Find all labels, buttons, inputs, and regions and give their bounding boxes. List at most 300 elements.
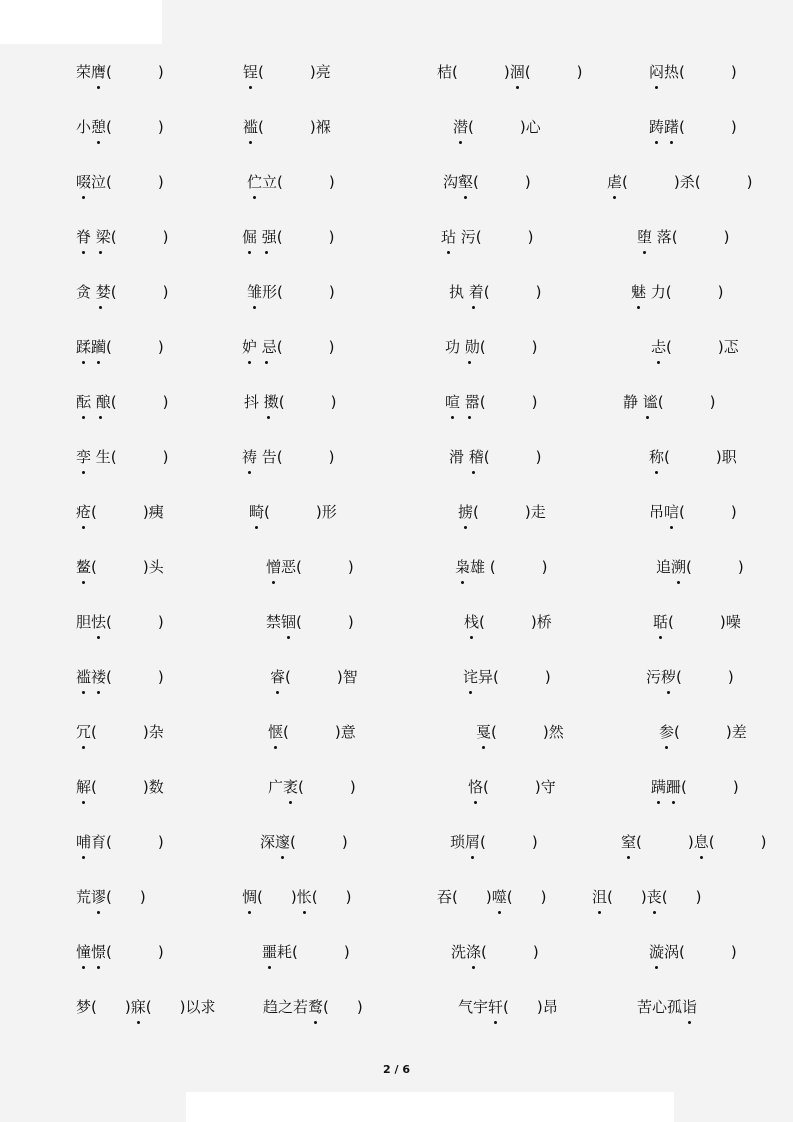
item-text: ) <box>347 613 354 631</box>
vocab-item <box>623 391 716 413</box>
vocab-item <box>649 941 737 963</box>
item-text: ( <box>106 943 112 961</box>
item-text: ( <box>686 558 692 576</box>
item-text: ) <box>527 228 534 246</box>
item-text: ( <box>311 888 318 906</box>
item-text: ( <box>276 228 283 246</box>
item-text: ( <box>110 448 117 466</box>
item-text: )然 <box>542 723 564 741</box>
item-text: ( <box>708 833 715 851</box>
dotted-character: 噩 <box>262 943 278 961</box>
item-text: ( <box>483 448 490 466</box>
item-text: ) <box>737 558 744 576</box>
dotted-character: 躏 <box>91 338 107 356</box>
item-text: ) <box>531 393 538 411</box>
item-text: ( <box>503 998 509 1016</box>
dotted-character: 涤 <box>466 943 482 961</box>
worksheet-row <box>0 391 793 421</box>
vocab-item <box>244 391 337 413</box>
item-text: 执 <box>449 283 465 301</box>
vocab-item <box>242 336 335 358</box>
dotted-character: 沮 <box>592 888 608 906</box>
item-text: 趋之若 <box>263 998 309 1016</box>
dotted-character: 酿 <box>91 393 111 411</box>
item-text: ( <box>106 668 112 686</box>
item-text: 广 <box>268 778 284 796</box>
dotted-character: 脊 <box>76 228 92 246</box>
item-text: ) <box>746 173 753 191</box>
dotted-character: 噬 <box>491 888 507 906</box>
dotted-character: 畸 <box>249 503 265 521</box>
dotted-character: 妒 <box>242 338 258 356</box>
dotted-character: 膺 <box>91 63 107 81</box>
item-text: ) <box>162 393 169 411</box>
vocab-item <box>76 666 164 688</box>
item-text: ( <box>296 558 302 576</box>
item-text: 污 <box>456 228 476 246</box>
dotted-character: 踌 <box>649 118 665 136</box>
dotted-character: 称 <box>649 448 665 466</box>
item-text: ) <box>349 778 356 796</box>
vocab-item <box>649 501 737 523</box>
item-text: ( <box>106 613 112 631</box>
item-text: ( <box>661 888 668 906</box>
worksheet-row <box>0 116 793 146</box>
item-text: ) <box>356 998 363 1016</box>
item-text: ( <box>264 503 270 521</box>
item-text: ) <box>531 338 538 356</box>
item-text: ) <box>347 558 354 576</box>
item-text: ) <box>157 63 164 81</box>
dotted-character: 潜 <box>453 118 469 136</box>
item-text: ( <box>483 283 490 301</box>
item-text: ( <box>665 283 672 301</box>
item-text: ) <box>328 283 335 301</box>
dotted-character: 秽 <box>661 668 677 686</box>
vocab-item <box>247 281 335 303</box>
item-text: ) <box>341 833 348 851</box>
item-text: ( <box>524 63 531 81</box>
vocab-item <box>437 61 582 83</box>
item-text: )以求 <box>179 998 216 1016</box>
item-text: ( <box>292 943 298 961</box>
vocab-item <box>445 391 538 413</box>
dotted-character: 倔 <box>242 228 258 246</box>
item-text: ) <box>157 668 164 686</box>
dotted-character: 褛 <box>91 668 107 686</box>
dotted-character: 玷 <box>441 228 457 246</box>
item-text: ( <box>679 63 685 81</box>
dotted-character: 息 <box>693 833 709 851</box>
item-text: ) <box>727 668 734 686</box>
item-text: ) <box>485 888 492 906</box>
worksheet-row <box>0 721 793 751</box>
dotted-character: 鳌 <box>76 558 92 576</box>
vocab-item <box>476 721 564 743</box>
item-text: ( <box>452 63 458 81</box>
dotted-character: 憩 <box>91 118 107 136</box>
vocab-item <box>453 116 541 138</box>
item-text: ) <box>503 63 510 81</box>
item-text: ) <box>290 888 297 906</box>
item-text: 梦 <box>76 998 92 1016</box>
item-text: ( <box>276 338 283 356</box>
item-text: ( <box>481 943 487 961</box>
item-text: 桔 <box>437 63 453 81</box>
dotted-character: 袤 <box>283 778 299 796</box>
dotted-character: 诣 <box>682 998 698 1016</box>
item-text: 洗 <box>451 943 467 961</box>
item-text: ( <box>298 778 304 796</box>
vocab-item <box>646 666 734 688</box>
item-text: 抖 <box>244 393 260 411</box>
dotted-character: 褴 <box>76 668 92 686</box>
vocab-item <box>76 281 169 303</box>
item-text: ) <box>330 393 337 411</box>
dotted-character: 憎 <box>266 558 282 576</box>
item-text: ) <box>157 613 164 631</box>
item-text: ( <box>283 723 289 741</box>
dotted-character: 强 <box>257 228 277 246</box>
vocab-item <box>437 886 546 908</box>
dotted-character: 唁 <box>664 503 680 521</box>
dotted-character: 堕 <box>637 228 653 246</box>
item-text: 禁 <box>266 613 282 631</box>
item-text: ( <box>91 778 97 796</box>
dotted-character: 谬 <box>91 888 107 906</box>
vocab-item <box>243 116 331 138</box>
item-text: 落 <box>652 228 672 246</box>
item-text: ( <box>679 503 685 521</box>
item-text: ) <box>640 888 647 906</box>
item-text: ( <box>91 503 97 521</box>
vocab-item <box>649 61 737 83</box>
vocab-item <box>76 776 164 798</box>
item-text: ( <box>671 228 678 246</box>
vocab-item <box>455 556 548 578</box>
dotted-character: 擞 <box>259 393 279 411</box>
item-text: 污 <box>646 668 662 686</box>
dotted-character: 怅 <box>296 888 312 906</box>
item-text: ( <box>278 393 285 411</box>
item-text: 静 <box>623 393 639 411</box>
item-text: ) <box>157 943 164 961</box>
item-text: ) <box>532 943 539 961</box>
item-text: 滑 <box>449 448 465 466</box>
item-text: 育 <box>91 833 107 851</box>
item-text: ) <box>531 833 538 851</box>
item-text: 吞 <box>437 888 453 906</box>
vocab-item <box>607 171 752 193</box>
item-text: ) <box>709 393 716 411</box>
item-text: 力 <box>646 283 666 301</box>
item-text: 荒 <box>76 888 92 906</box>
vocab-item <box>76 501 164 523</box>
item-text: ) <box>162 283 169 301</box>
item-text: ( <box>607 888 613 906</box>
item-text: 功 <box>445 338 461 356</box>
vocab-item <box>76 611 164 633</box>
item-text: ( <box>679 118 685 136</box>
dotted-character: 屑 <box>465 833 481 851</box>
item-text: ( <box>666 338 672 356</box>
footer-white-box <box>186 1092 674 1122</box>
vocab-item <box>659 721 747 743</box>
item-text: )守 <box>534 778 556 796</box>
item-text: ) <box>730 503 737 521</box>
worksheet-row <box>0 281 793 311</box>
item-text: ) <box>157 118 164 136</box>
vocab-item <box>263 996 363 1018</box>
vocab-item <box>637 226 730 248</box>
item-text: 恶 <box>281 558 297 576</box>
vocab-item <box>441 226 534 248</box>
dotted-character: 忐 <box>651 338 667 356</box>
worksheet-row <box>0 501 793 531</box>
item-text: ( <box>668 613 674 631</box>
vocab-item <box>76 941 164 963</box>
item-text: ( <box>636 833 642 851</box>
item-text: ) <box>540 888 547 906</box>
worksheet-row <box>0 776 793 806</box>
worksheet-row <box>0 941 793 971</box>
item-text: ) <box>730 63 737 81</box>
item-text: ( <box>257 888 263 906</box>
dotted-character: 啜 <box>76 173 92 191</box>
dotted-character: 伫 <box>247 173 263 191</box>
item-text: ( <box>489 558 496 576</box>
dotted-character: 憬 <box>91 943 107 961</box>
dotted-character: 冗 <box>76 723 92 741</box>
item-text: 胆 <box>76 613 92 631</box>
dotted-character: 蹒 <box>651 778 667 796</box>
dotted-character: 聒 <box>653 613 669 631</box>
dotted-character: 憧 <box>76 943 92 961</box>
item-text: 吊 <box>649 503 665 521</box>
item-text: ) <box>687 833 694 851</box>
vocab-item <box>76 116 164 138</box>
item-text: )职 <box>715 448 737 466</box>
dotted-character: 疮 <box>76 503 92 521</box>
item-text: ( <box>473 503 479 521</box>
item-text: ( <box>480 833 486 851</box>
item-text: ( <box>676 668 682 686</box>
item-text: ) <box>524 173 531 191</box>
item-text: 泣 <box>91 173 107 191</box>
item-text: 告 <box>257 448 277 466</box>
worksheet-row <box>0 61 793 91</box>
dotted-character: 稽 <box>464 448 484 466</box>
item-text: )智 <box>336 668 358 686</box>
vocab-item <box>463 666 551 688</box>
dotted-character: 嚣 <box>460 393 480 411</box>
item-text: ) <box>717 283 724 301</box>
dotted-character: 解 <box>76 778 92 796</box>
item-text: ) <box>328 338 335 356</box>
item-text: )痍 <box>142 503 164 521</box>
vocab-item <box>637 996 697 1018</box>
worksheet-row <box>0 886 793 916</box>
vocab-item <box>242 446 335 468</box>
item-text: ( <box>276 448 283 466</box>
item-text: ( <box>91 558 97 576</box>
dotted-character: 婪 <box>91 283 111 301</box>
item-text: ( <box>479 393 486 411</box>
dotted-character: 锢 <box>281 613 297 631</box>
dotted-character: 栈 <box>464 613 480 631</box>
item-text: ) <box>162 228 169 246</box>
vocab-item <box>458 996 558 1018</box>
worksheet-row <box>0 446 793 476</box>
vocab-item <box>262 941 350 963</box>
item-text: 形 <box>262 283 278 301</box>
vocab-item <box>76 336 164 358</box>
item-text: ) <box>535 448 542 466</box>
vocab-item <box>76 556 164 578</box>
dotted-character: 魅 <box>631 283 647 301</box>
item-text: ( <box>106 63 112 81</box>
item-text: 涡 <box>664 943 680 961</box>
vocab-item <box>651 336 739 358</box>
dotted-character: 勋 <box>460 338 480 356</box>
item-text: 追 <box>656 558 672 576</box>
dotted-character: 雏 <box>247 283 263 301</box>
vocab-item <box>451 941 539 963</box>
item-text: ( <box>106 833 112 851</box>
item-text: ) <box>328 173 335 191</box>
dotted-character: 怯 <box>91 613 107 631</box>
vocab-item <box>249 501 337 523</box>
worksheet-row <box>0 171 793 201</box>
vocab-item <box>76 831 164 853</box>
vocab-item <box>468 776 556 798</box>
vocab-item <box>260 831 348 853</box>
vocab-item <box>464 611 552 633</box>
item-text: ( <box>106 888 112 906</box>
dotted-character: 躇 <box>664 118 680 136</box>
item-text: 苦心孤 <box>637 998 683 1016</box>
item-text: ) <box>162 448 169 466</box>
item-text: ( <box>258 63 264 81</box>
page-number: 2 / 6 <box>383 1063 410 1076</box>
item-text: ( <box>277 173 283 191</box>
item-text: )褓 <box>309 118 331 136</box>
dotted-character: 诧 <box>463 668 479 686</box>
vocab-item <box>649 116 737 138</box>
dotted-character: 惆 <box>242 888 258 906</box>
dotted-character: 窒 <box>621 833 637 851</box>
vocab-item <box>266 611 354 633</box>
worksheet-row <box>0 336 793 366</box>
dotted-character: 涸 <box>509 63 525 81</box>
dotted-character: 褴 <box>243 118 259 136</box>
worksheet-row <box>0 831 793 861</box>
item-text: ( <box>106 338 112 356</box>
dotted-character: 枭 <box>455 558 471 576</box>
vocab-item <box>247 171 335 193</box>
item-text: ) <box>541 558 548 576</box>
dotted-character: 恪 <box>468 778 484 796</box>
dotted-character: 哺 <box>76 833 92 851</box>
dotted-character: 睿 <box>270 668 286 686</box>
vocab-item <box>458 501 546 523</box>
vocab-item <box>76 446 169 468</box>
vocab-item <box>651 776 739 798</box>
item-text: ( <box>110 393 117 411</box>
item-text: )昂 <box>536 998 558 1016</box>
item-text: 立 <box>262 173 278 191</box>
item-text: ( <box>473 173 479 191</box>
dotted-character: 锃 <box>243 63 259 81</box>
vocab-item <box>621 831 766 853</box>
item-text: ( <box>483 778 489 796</box>
item-text: )数 <box>142 778 164 796</box>
vocab-item <box>449 446 542 468</box>
dotted-character: 酝 <box>76 393 92 411</box>
vocab-item <box>449 281 542 303</box>
item-text: ( <box>323 998 329 1016</box>
item-text: ( <box>664 448 670 466</box>
dotted-character: 掳 <box>458 503 474 521</box>
vocab-item <box>76 171 164 193</box>
dotted-character: 忌 <box>257 338 277 356</box>
item-text: ( <box>452 888 458 906</box>
dotted-character: 参 <box>659 723 675 741</box>
vocab-item <box>445 336 538 358</box>
item-text: ( <box>110 228 117 246</box>
item-text: ( <box>106 173 112 191</box>
item-text: ) <box>576 63 583 81</box>
item-text: ) <box>730 118 737 136</box>
item-text: )心 <box>519 118 541 136</box>
item-text: ( <box>106 118 112 136</box>
header-white-box <box>0 0 162 44</box>
item-text: 深 <box>260 833 276 851</box>
item-text: )杀 <box>673 173 695 191</box>
item-text: 贪 <box>76 283 92 301</box>
vocab-item <box>243 61 331 83</box>
item-text: )意 <box>334 723 356 741</box>
dotted-character: 着 <box>464 283 484 301</box>
item-text: ( <box>91 998 97 1016</box>
item-text: ( <box>277 283 283 301</box>
vocab-item <box>76 391 169 413</box>
item-text: ( <box>506 888 513 906</box>
worksheet-row <box>0 226 793 256</box>
item-text: ( <box>290 833 296 851</box>
item-text: ) <box>139 888 146 906</box>
item-text: ( <box>285 668 291 686</box>
item-text: ( <box>110 283 117 301</box>
item-text: ( <box>491 723 497 741</box>
item-text: ) <box>695 888 702 906</box>
vocab-item <box>242 886 351 908</box>
vocab-item <box>76 886 146 908</box>
item-text: ( <box>622 173 628 191</box>
item-text: ) <box>732 778 739 796</box>
item-text: 荣 <box>76 63 92 81</box>
dotted-character: 喧 <box>445 393 461 411</box>
vocab-item <box>653 611 741 633</box>
vocab-item <box>592 886 701 908</box>
item-text: )差 <box>725 723 747 741</box>
vocab-item <box>76 61 164 83</box>
item-text: 沟 <box>443 173 459 191</box>
item-text: ( <box>475 228 482 246</box>
item-text: ( <box>674 723 680 741</box>
item-text: )噪 <box>719 613 741 631</box>
dotted-character: 邃 <box>275 833 291 851</box>
